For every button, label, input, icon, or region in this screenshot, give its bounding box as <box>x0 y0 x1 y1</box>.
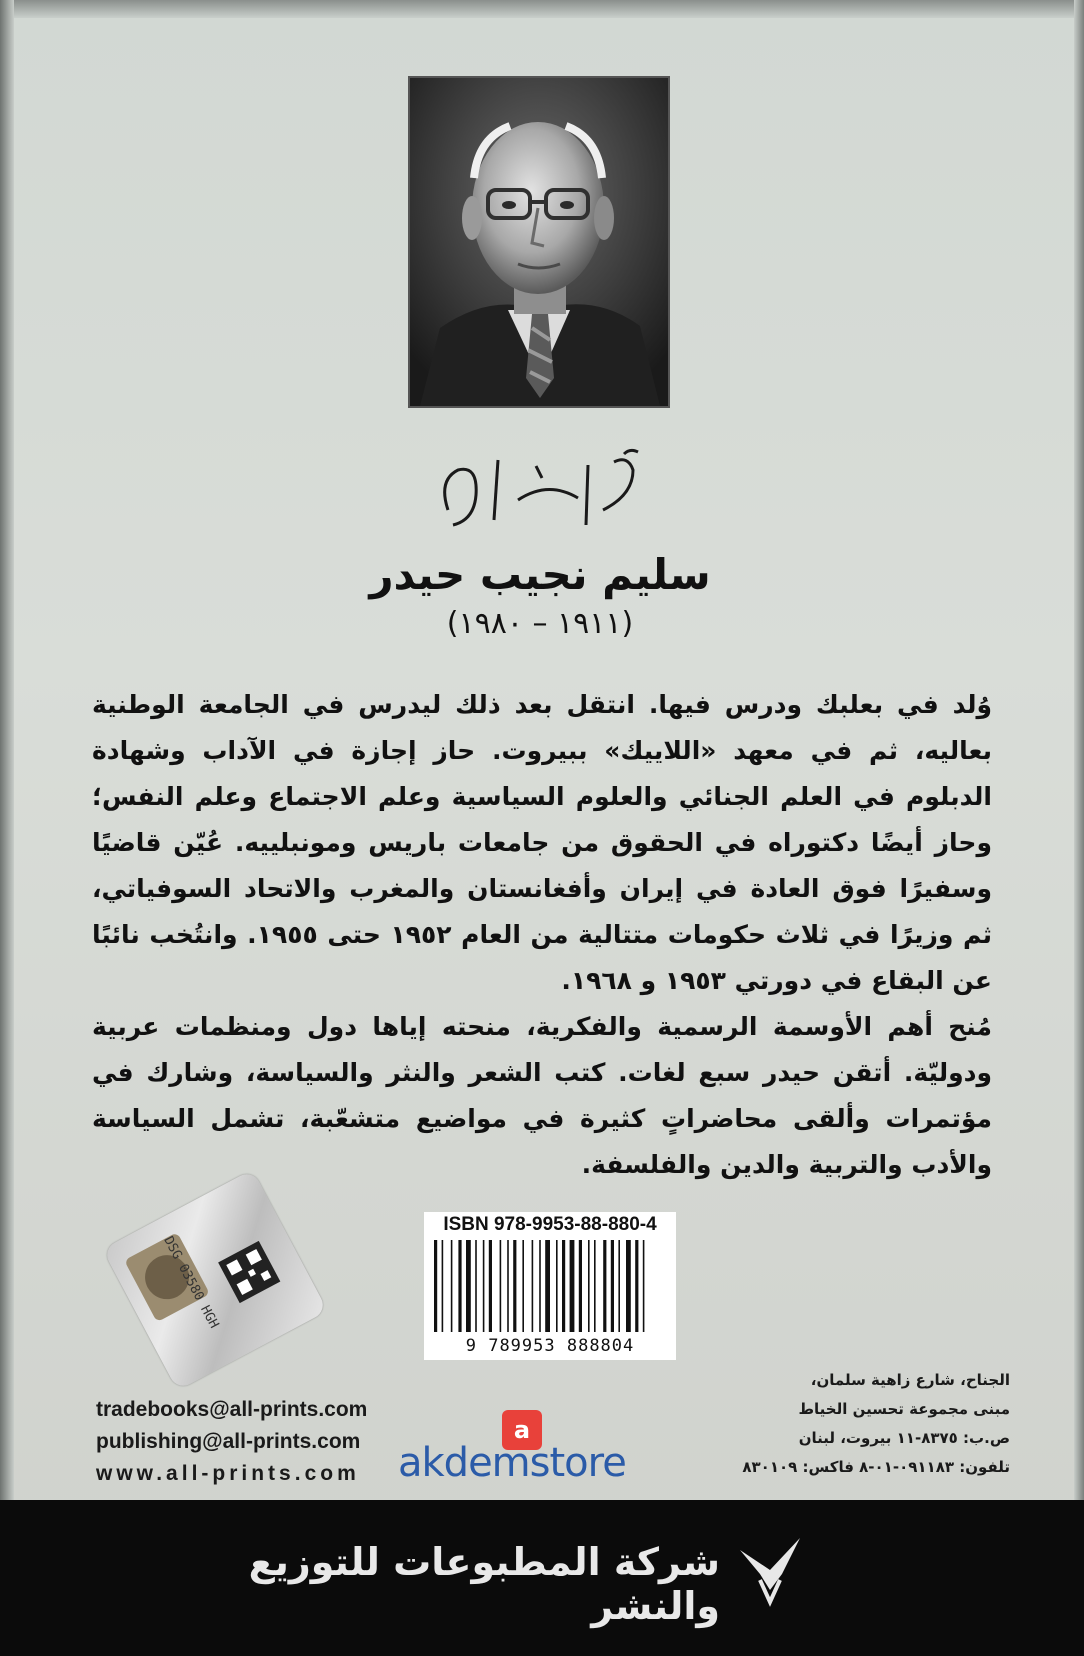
website: www.all-prints.com <box>96 1462 360 1485</box>
isbn-barcode <box>424 1212 676 1360</box>
series-logo <box>418 440 658 540</box>
barcode-bar <box>475 1240 477 1332</box>
barcode-bar <box>483 1240 485 1332</box>
barcode-bar <box>513 1240 516 1332</box>
bird-logo-icon <box>730 1530 810 1610</box>
barcode-bar <box>579 1240 582 1332</box>
cover-left-edge <box>0 0 14 1500</box>
author-name: سليم نجيب حيدر <box>369 550 711 599</box>
barcode-bar <box>635 1240 638 1332</box>
barcode-bar <box>500 1240 502 1332</box>
email-tradebooks: tradebooks@all-prints.com <box>96 1398 368 1421</box>
bio-paragraph: مُنح أهم الأوسمة الرسمية والفكرية، منحته إياها دول ومنظمات عربية ودوليّة. أتقن حيدر سبع لغات. كتب الشعر والنثر والسياسة، وشارك في مؤتمرات وألقى محاضراتٍ كثيرة في مواضيع متشعّبة، تشمل السياسة والأدب والتربية والدين والفلسفة. <box>92 1012 992 1179</box>
barcode-bar <box>466 1240 471 1332</box>
barcode-bar <box>489 1240 492 1332</box>
barcode-bar <box>458 1240 461 1332</box>
barcode-bar <box>626 1240 631 1332</box>
author-biography <box>92 682 992 1188</box>
address-line: ص.ب: ٨٣٧٥-١١ بيروت، لبنان <box>798 1429 1010 1447</box>
address-line: تلفون: ٠٩١١٨٣-٠١-٨ فاكس: ٨٣٠١٠٩ <box>742 1458 1010 1476</box>
barcode-bar <box>603 1240 606 1332</box>
cover-right-edge <box>1074 0 1084 1500</box>
author-photo <box>408 76 670 408</box>
barcode-bar <box>545 1240 550 1332</box>
address-line: مبنى مجموعة تحسين الخياط <box>798 1400 1010 1418</box>
email-publishing: publishing@all-prints.com <box>96 1430 361 1453</box>
barcode-bar <box>618 1240 620 1332</box>
publisher-name: شركة المطبوعات للتوزيع والنشر <box>248 1540 720 1628</box>
barcode-bar <box>532 1240 534 1332</box>
barcode-bar <box>442 1240 444 1332</box>
barcode-bar <box>539 1240 541 1332</box>
sticker-code: DSG 03580 HGH <box>160 1234 222 1331</box>
hologram-sticker <box>102 1169 327 1390</box>
barcode-bar <box>594 1240 596 1332</box>
watermark-text: akdemstore <box>398 1440 626 1486</box>
barcode-bar <box>643 1240 645 1332</box>
barcode-bar <box>522 1240 524 1332</box>
publisher-address <box>720 1366 1010 1482</box>
shopping-bag-icon: a <box>502 1410 542 1450</box>
isbn-label: ISBN 978-9953-88-880-4 <box>443 1214 657 1235</box>
barcode-bar <box>562 1240 565 1332</box>
barcode-bar <box>588 1240 590 1332</box>
barcode-bar <box>556 1240 558 1332</box>
store-watermark <box>398 1410 668 1490</box>
barcode-bar <box>611 1240 614 1332</box>
address-line: الجناح، شارع زاهية سلمان، <box>810 1371 1010 1389</box>
barcode-bar <box>434 1240 437 1332</box>
barcode-bar <box>570 1240 575 1332</box>
author-years: (١٩١١ – ١٩٨٠) <box>446 606 634 641</box>
barcode-bar <box>507 1240 509 1332</box>
cover-top-edge <box>0 0 1084 18</box>
barcode-bar <box>451 1240 453 1332</box>
publisher-band <box>0 1500 1084 1656</box>
bio-paragraph: وُلد في بعلبك ودرس فيها. انتقل بعد ذلك ليدرس في الجامعة الوطنية بعاليه، ثم في معهد «اللاييك» ببيروت. حاز إجازة في الآداب وشهادة الدبلوم في العلم الجنائي والعلوم السياسية وعلم الاجتماع وعلم النفس؛ وحاز أيضًا دكتوراه في الحقوق من جامعات باريس ومونبلييه. عُيّن قاضيًا وسفيرًا فوق العادة في إيران وأفغانستان والمغرب والاتحاد السوفياتي، ثم وزيرًا في ثلاث حكومات متتالية من العام ١٩٥٢ حتى ١٩٥٥. وانتُخب نائبًا عن البقاع في دورتي ١٩٥٣ و ١٩٦٨. <box>92 690 993 995</box>
barcode-digits: 9 789953 888804 <box>465 1336 635 1356</box>
